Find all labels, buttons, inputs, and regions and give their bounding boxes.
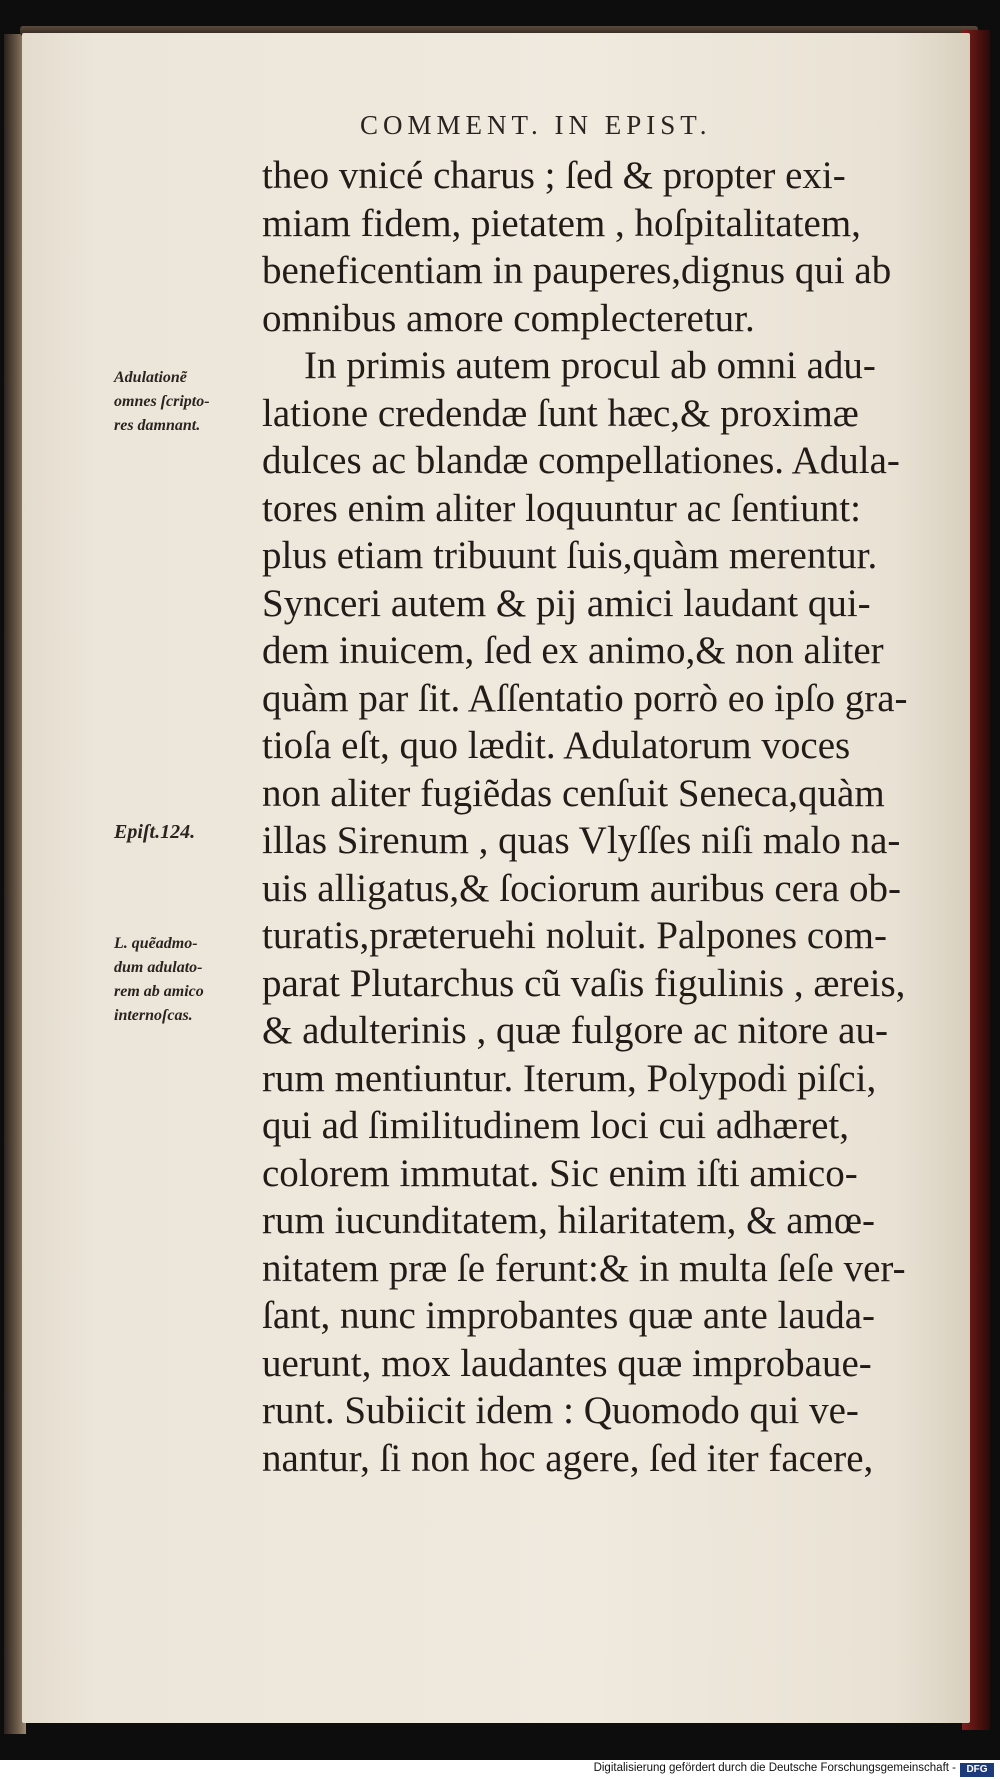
dfg-logo-icon: DFG <box>960 1763 994 1777</box>
text-line: Synceri autem & pij amici laudant qui- <box>262 581 871 625</box>
text-line: rum iucunditatem, hilaritatem, & amœ- <box>262 1199 875 1242</box>
text-line: latione credendæ ſunt hæc,& proximæ <box>262 391 859 435</box>
margin-note-line: Epiſt.124. <box>114 821 196 843</box>
text-line: dulces ac blandæ compellationes. Adula- <box>262 439 900 482</box>
text-line: colorem immutat. Sic enim iſti amico- <box>262 1151 858 1195</box>
margin-note-line: internoſcas. <box>114 1007 193 1024</box>
text-line: plus etiam tribuunt ſuis,quàm merentur. <box>262 534 878 577</box>
text-line: In primis autem procul ab omni adu- <box>304 344 876 387</box>
text-line: rum mentiuntur. Iterum, Polypodi piſci, <box>262 1056 877 1100</box>
text-line: beneficentiam in pauperes,dignus qui ab <box>262 249 892 292</box>
margin-note-plutarch <box>114 932 264 1028</box>
margin-note-adulation <box>114 366 264 438</box>
margin-note-line: res damnant. <box>114 417 201 434</box>
text-line: tioſa eſt, quo lædit. Adulatorum voces <box>262 724 851 767</box>
margin-note-line: L. quẽadmo- <box>114 935 198 952</box>
text-line: & adulterinis , quæ fulgore ac nitore au- <box>262 1009 888 1052</box>
text-line: quàm par ſit. Aſſentatio porrò eo ipſo gra- <box>262 676 908 720</box>
text-line: nantur, ſi non hoc agere, ſed iter facere, <box>262 1436 874 1480</box>
text-line: turatis,præteruehi noluit. Palpones com- <box>262 914 887 957</box>
text-line: runt. Subiicit idem : Quomodo qui ve- <box>262 1389 859 1432</box>
text-line: dem inuicem, ſed ex animo,& non aliter <box>262 629 884 672</box>
margin-note-line: dum adulato- <box>114 959 203 976</box>
text-line: miam fidem, pietatem , hoſpitalitatem, <box>262 201 861 245</box>
text-line: illas Sirenum , quas Vlyſſes niſi malo na- <box>262 819 901 862</box>
text-line: ſant, nunc improbantes quæ ante lauda- <box>262 1294 875 1337</box>
text-line: omnibus amore complecteretur. <box>262 296 755 340</box>
digitization-credit: Digitalisierung gefördert durch die Deutsche Forschungsgemeinschaft - <box>593 1762 956 1774</box>
margin-note-line: Adulationẽ <box>114 369 187 386</box>
text-line: non aliter fugiẽdas cenſuit Seneca,quàm <box>262 771 885 815</box>
text-line: tores enim aliter loquuntur ac ſentiunt: <box>262 486 861 530</box>
text-line: uis alligatus,& ſociorum auribus cera ob- <box>262 866 902 910</box>
margin-note-line: rem ab amico <box>114 983 204 1000</box>
margin-note-line: omnes ſcripto- <box>114 393 210 410</box>
running-head: COMMENT. IN EPIST. <box>360 110 712 140</box>
text-line: theo vnicé charus ; ſed & propter exi- <box>262 154 846 197</box>
margin-note-epistle <box>114 820 264 844</box>
text-line: nitatem præ ſe ferunt:& in multa ſeſe ver- <box>262 1246 906 1290</box>
text-line: uerunt, mox laudantes quæ improbaue- <box>262 1341 872 1385</box>
text-line: parat Plutarchus cũ vaſis figulinis , æreis, <box>262 961 906 1005</box>
text-line: qui ad ſimilitudinem loci cui adhæret, <box>262 1104 850 1147</box>
body-text <box>262 152 952 1482</box>
footer-bar <box>0 1760 1000 1780</box>
